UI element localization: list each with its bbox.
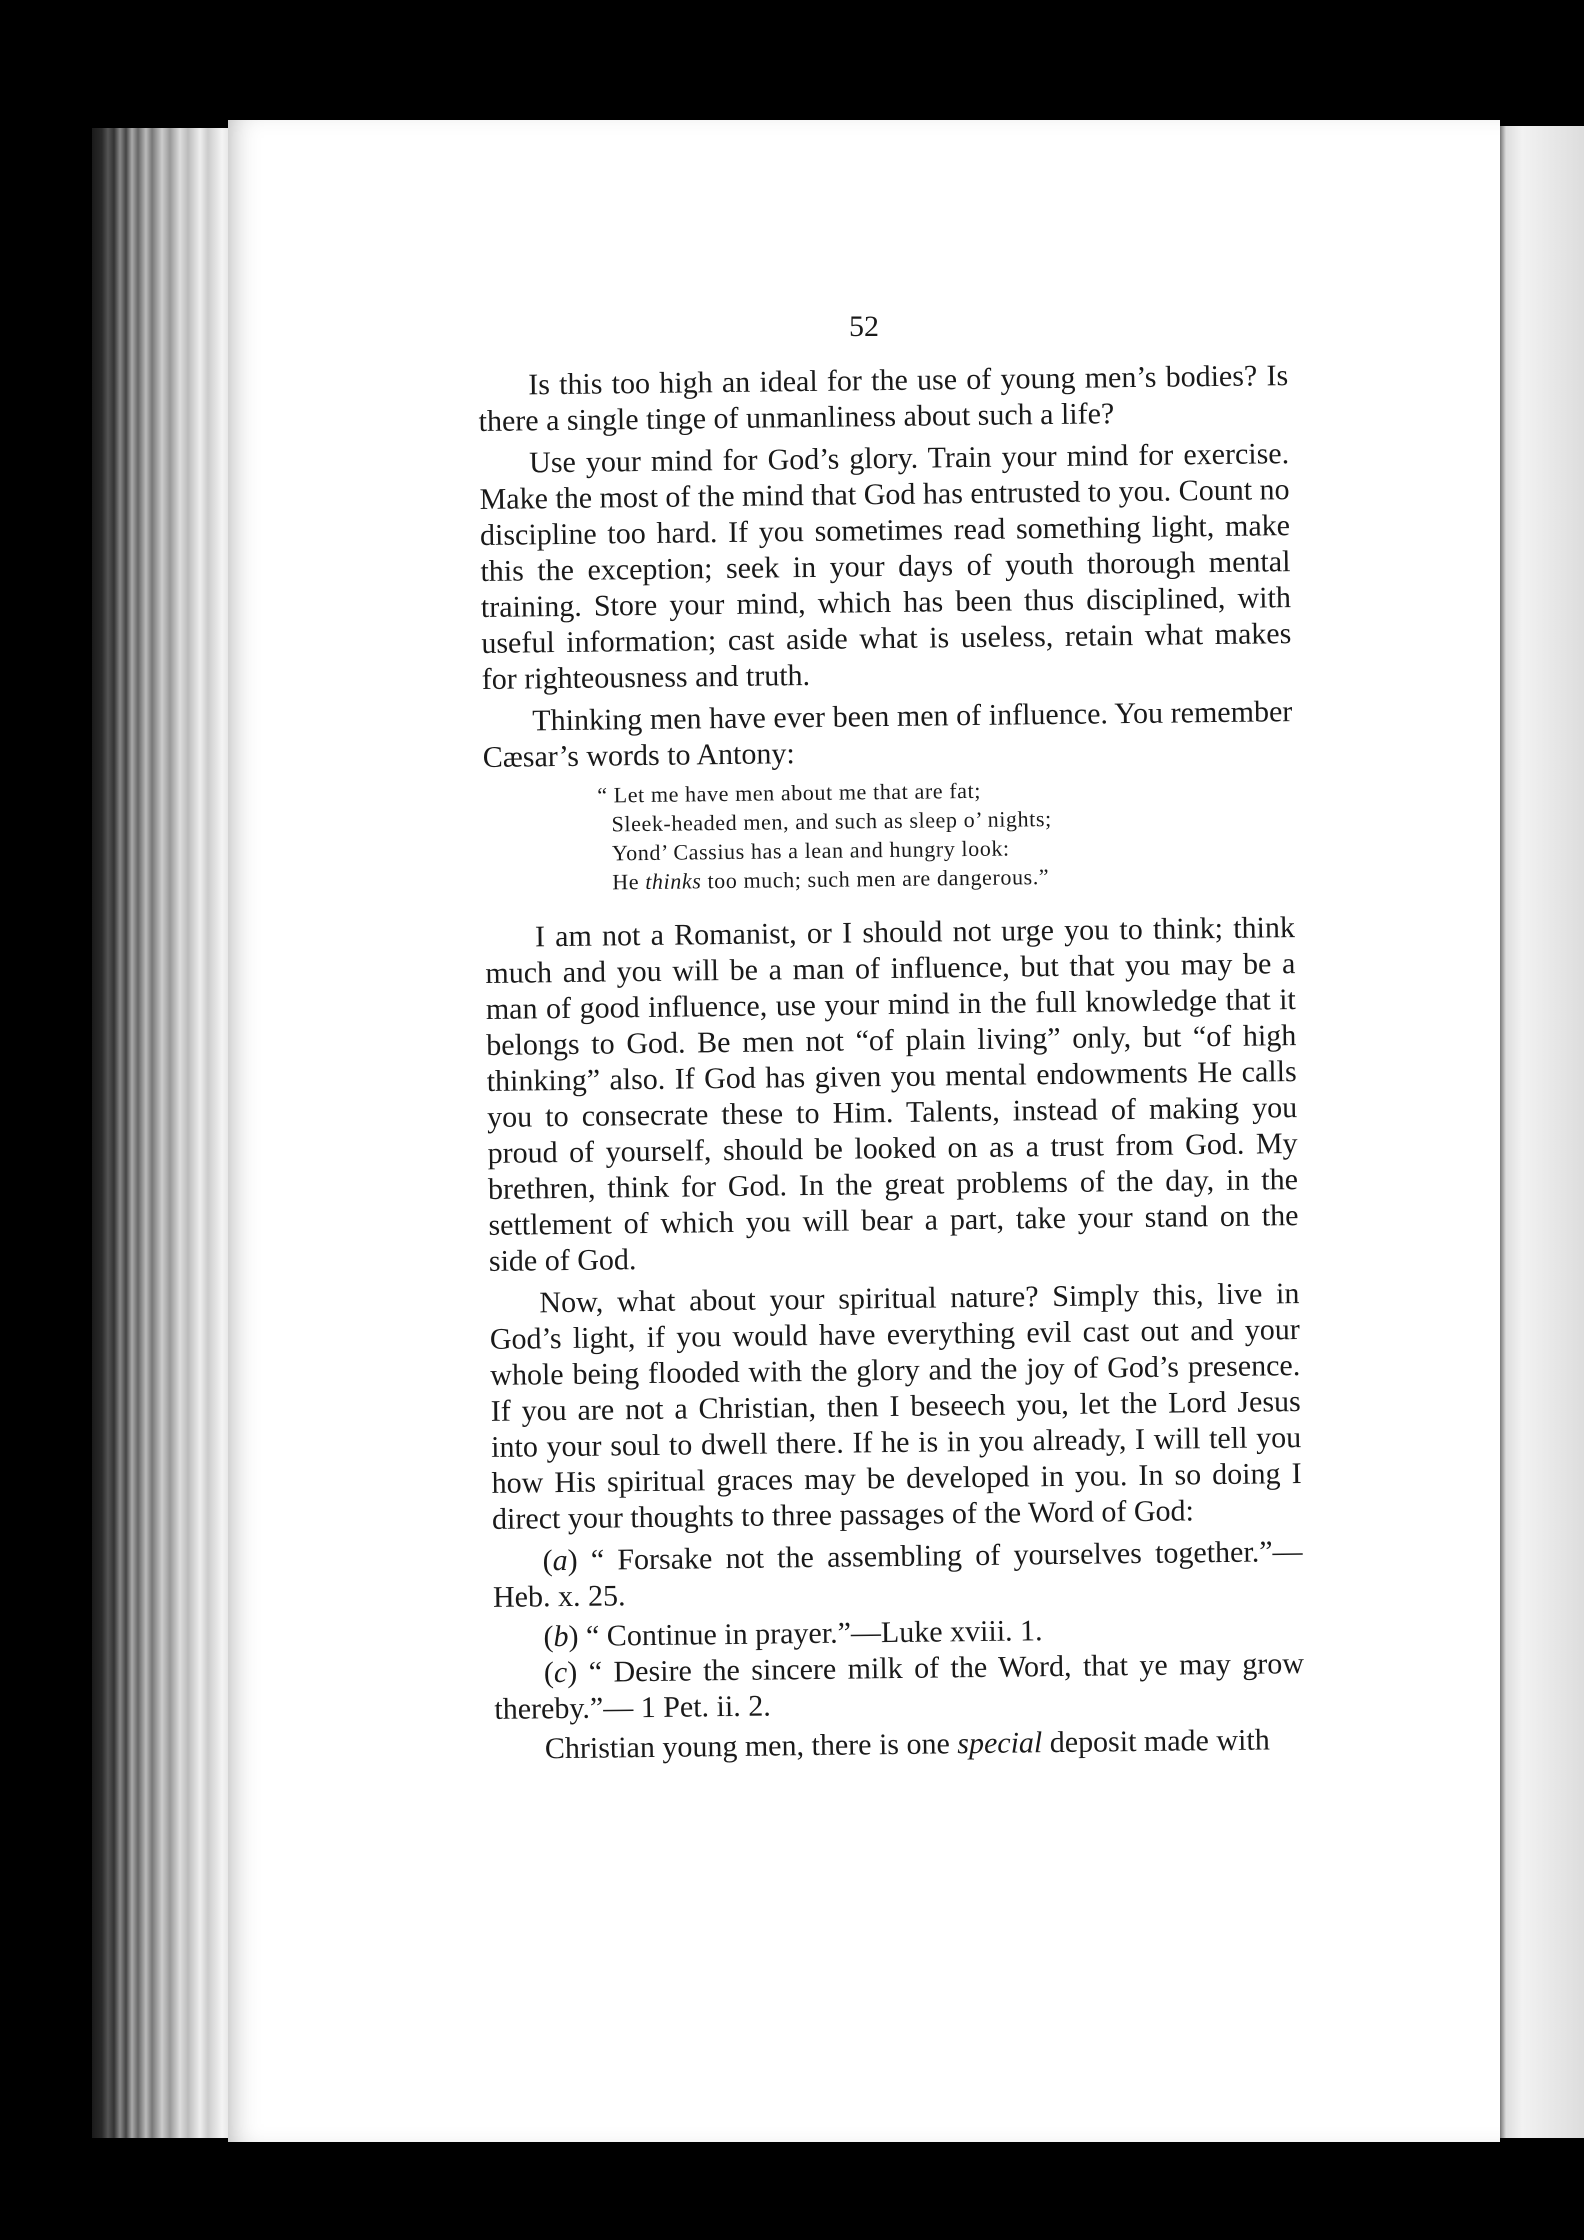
paragraph-mind: Use your mind for God’s glory. Train your mind for exercise. Make the most of the mind that God has entrusted to you. Count no discipline too hard. If you sometimes read something light, make this the exception; seek in your days of youth thorough mental training. Store your mind, which has been thus disciplined, with useful information; cast aside what is useless, retain what makes for righteousness and truth. [479, 437, 1292, 696]
reference-a-text: “ Forsake not the assembling of yourselves together.”—Heb. x. 25. [492, 1535, 1303, 1614]
book-page [228, 120, 1500, 2142]
quote-line-2: Sleek-headed men, and such as sleep o’ nights; [611, 806, 1052, 837]
last-para-post: deposit made with [1042, 1723, 1270, 1760]
paragraph-christian-young-men [495, 1722, 1305, 1768]
quote-line-3: Yond’ Cassius has a lean and hungry look: [611, 835, 1010, 866]
reference-a-label: a [552, 1543, 568, 1578]
last-para-pre: Christian young men, there is one [544, 1727, 958, 1766]
quote-emphasis: thinks [645, 868, 702, 894]
quote-line-4-post: too much; such men are dangerous.” [701, 864, 1050, 894]
reference-b: (b) “ Continue in prayer.”—Luke xviii. 1. [543, 1614, 1043, 1654]
page-stack-edges [92, 128, 242, 2138]
reference-c-label: c [553, 1656, 568, 1690]
reference-c: (c) “ Desire the sincere milk of the Word, that ye may grow thereby.”— 1 Pet. ii. 2. [494, 1647, 1305, 1726]
reference-b-text: “ Continue in prayer.”—Luke xviii. 1. [578, 1614, 1043, 1653]
shakespeare-quote [597, 772, 1294, 896]
last-para-emphasis: special [957, 1726, 1043, 1761]
page-number: 52 [849, 310, 879, 343]
paragraph-spiritual: Now, what about your spiritual nature? Simply this, live in God’s light, if you would have everything evil cast out and your whole being flooded with the glory and the joy of God’s presence. If you are not a Christian, then I beseech you, let the Lord Jesus into your soul to dwell there. If he is in you already, I will tell you how His spiritual graces may be developed in you. In so doing I direct your thoughts to three passages of the Word of God: [489, 1277, 1302, 1536]
reference-b-label: b [553, 1619, 569, 1654]
next-page-edge [1492, 126, 1584, 2138]
quote-line-4-pre: He [612, 868, 646, 895]
paragraph-thinking-men: Thinking men have ever been men of influence. You remember Cæsar’s words to Antony: [482, 695, 1293, 774]
quote-line-1: “ Let me have men about me that are fat; [597, 777, 982, 808]
page-body [478, 358, 1305, 1774]
reference-c-text: “ Desire the sincere milk of the Word, that ye may grow thereby.”— 1 Pet. ii. 2. [494, 1647, 1305, 1726]
reference-a: (a) “ Forsake not the assembling of yourselves together.”—Heb. x. 25. [492, 1535, 1303, 1614]
paragraph-influence: I am not a Romanist, or I should not urge you to think; think much and you will be a man of influence, but that you may be a man of good influence, use your mind in the full knowledge that it belongs to God. Be men not “of plain living” only, but “of high thinking” also. If God has given you mental endowments He calls you to consecrate these to Him. Talents, instead of making you proud of yourself, should be looked on as a trust from God. My brethren, think for God. In the great problems of the day, in the settlement of which you will bear a part, take your stand on the side of God. [485, 911, 1299, 1278]
paragraph-ideal: Is this too high an ideal for the use of young men’s bodies? Is there a single tinge of unmanliness about such a life? [478, 359, 1289, 438]
